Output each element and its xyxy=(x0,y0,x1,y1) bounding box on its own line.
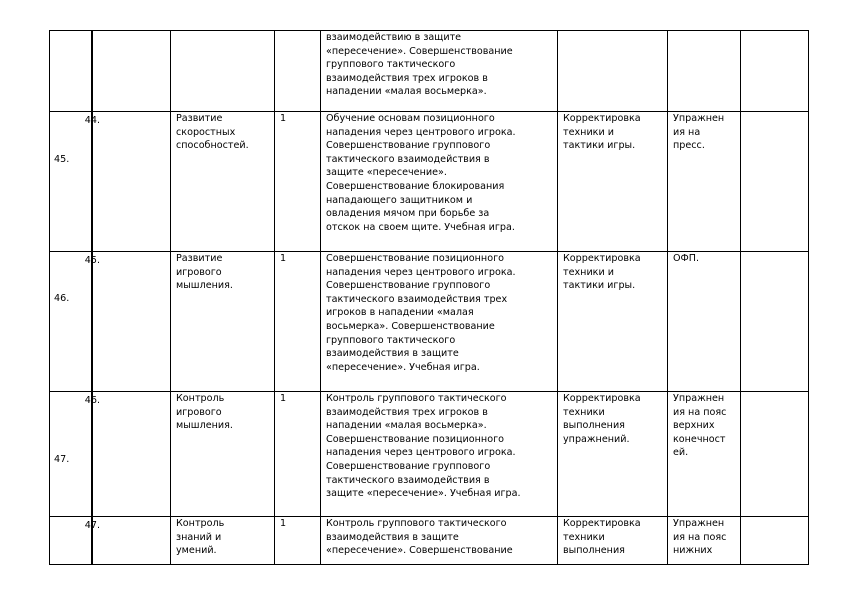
lesson-number-cell xyxy=(50,392,100,517)
empty-cell xyxy=(92,31,171,112)
empty-cell xyxy=(92,112,171,252)
lesson-number-bottom: 46. xyxy=(54,293,70,304)
hours-cell: 1 xyxy=(275,517,321,565)
hours-cell: 1 xyxy=(275,252,321,392)
lesson-number-cell xyxy=(50,31,92,112)
hours-cell: 1 xyxy=(275,112,321,252)
correction-cell xyxy=(558,31,668,112)
homework-cell: Упражнен ия на пресс. xyxy=(668,112,741,252)
topic-cell: Контроль игрового мышления. xyxy=(171,392,275,517)
correction-cell: Корректировка техники выполнения xyxy=(558,517,668,565)
empty-cell xyxy=(92,252,171,392)
hours-cell xyxy=(275,31,321,112)
empty-cell xyxy=(92,392,171,517)
correction-cell: Корректировка техники выполнения упражнений. xyxy=(558,392,668,517)
lesson-number-top: 45. xyxy=(84,255,100,266)
content-cell: Контроль группового тактического взаимодействия в защите «пересечение». Совершенствование xyxy=(321,517,558,565)
homework-cell: Упражнен ия на пояс верхних конечност ей. xyxy=(668,392,741,517)
topic-cell xyxy=(171,31,275,112)
extra-cell xyxy=(741,392,809,517)
extra-cell xyxy=(741,112,809,252)
lesson-number-bottom: 47. xyxy=(54,454,70,465)
lesson-number-cell xyxy=(50,112,100,252)
correction-cell: Корректировка техники и тактики игры. xyxy=(558,112,668,252)
lesson-number-bottom: 45. xyxy=(54,154,70,165)
content-cell: Контроль группового тактического взаимодействия трех игроков в нападении «малая восьмерка». Совершенствование позиционного нападения через центрового игрока. Совершенствование группового тактического взаимодействия в защите «пересечение». Учебная игра. xyxy=(321,392,558,517)
extra-cell xyxy=(741,31,809,112)
lesson-number-top: 47. xyxy=(84,520,100,531)
topic-cell: Развитие игрового мышления. xyxy=(171,252,275,392)
hours-cell: 1 xyxy=(275,392,321,517)
topic-cell: Развитие скоростных способностей. xyxy=(171,112,275,252)
lesson-number-cell xyxy=(50,517,100,565)
homework-cell xyxy=(668,31,741,112)
extra-cell xyxy=(741,517,809,565)
homework-cell: Упражнен ия на пояс нижних xyxy=(668,517,741,565)
table-row xyxy=(50,252,809,392)
lesson-number-cell xyxy=(50,252,100,392)
correction-cell: Корректировка техники и тактики игры. xyxy=(558,252,668,392)
lesson-number-top: 44. xyxy=(84,115,100,126)
lesson-plan-table xyxy=(49,30,809,565)
topic-cell: Контроль знаний и умений. xyxy=(171,517,275,565)
lesson-number-top: 46. xyxy=(84,395,100,406)
table-row xyxy=(50,31,809,112)
homework-cell: ОФП. xyxy=(668,252,741,392)
content-cell: взаимодействию в защите «пересечение». Совершенствование группового тактического взаимодействия трех игроков в нападении «малая восьмерка». xyxy=(321,31,558,112)
extra-cell xyxy=(741,252,809,392)
table-row xyxy=(50,112,809,252)
table-row xyxy=(50,392,809,517)
table-row xyxy=(50,517,809,565)
content-cell: Обучение основам позиционного нападения через центрового игрока. Совершенствование группового тактического взаимодействия в защите «пересечение». Совершенствование блокирования нападающего защитником и овладения мячом при борьбе за отскок на своем щите. Учебная игра. xyxy=(321,112,558,252)
empty-cell xyxy=(92,517,171,565)
content-cell: Совершенствование позиционного нападения через центрового игрока. Совершенствование группового тактического взаимодействия трех игроков в нападении «малая восьмерка». Совершенствование группового тактического взаимодействия в защите «пересечение». Учебная игра. xyxy=(321,252,558,392)
